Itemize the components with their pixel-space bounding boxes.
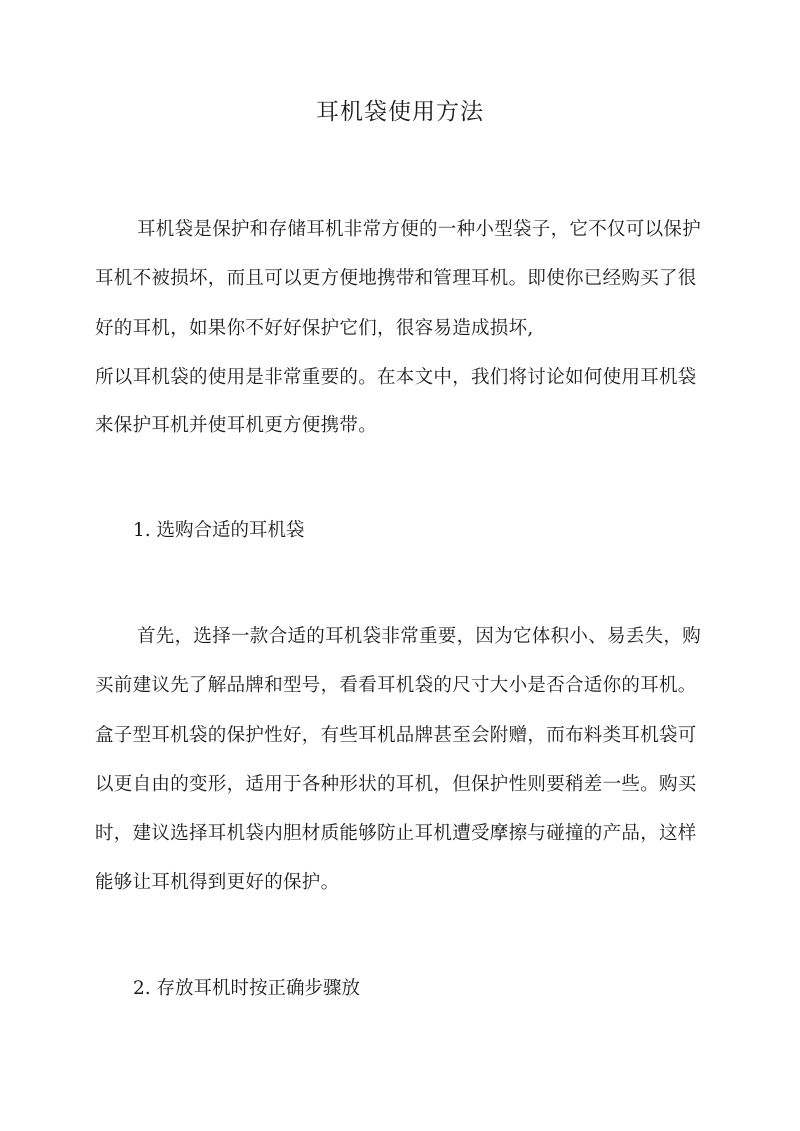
intro-line-5: 来保护耳机并使耳机更方便携带。 <box>95 415 378 436</box>
section-1-line-2: 买前建议先了解品牌和型号，看看耳机袋的尺寸大小是否合适你的耳机。 <box>95 675 697 696</box>
section-1-line-6: 能够让耳机得到更好的保护。 <box>95 872 340 893</box>
section-1-heading: 1. 选购合适的耳机袋 <box>133 520 305 541</box>
section-1-line-1: 首先，选择一款合适的耳机袋非常重要，因为它体积小、易丢失，购 <box>137 626 702 647</box>
intro-line-1: 耳机袋是保护和存储耳机非常方便的一种小型袋子，它不仅可以保护 <box>137 219 702 240</box>
section-1-line-3: 盒子型耳机袋的保护性好，有些耳机品牌甚至会附赠，而布料类耳机袋可 <box>95 725 697 746</box>
section-1-line-4: 以更自由的变形，适用于各种形状的耳机，但保护性则要稍差一些。购买 <box>95 774 697 795</box>
intro-line-4: 所以耳机袋的使用是非常重要的。在本文中，我们将讨论如何使用耳机袋 <box>95 367 697 388</box>
section-2-heading: 2. 存放耳机时按正确步骤放 <box>133 978 361 999</box>
intro-line-2: 耳机不被损坏，而且可以更方便地携带和管理耳机。即使你已经购买了很 <box>95 268 697 289</box>
intro-line-3: 好的耳机，如果你不好好保护它们，很容易造成损坏, <box>95 318 534 339</box>
document-title: 耳机袋使用方法 <box>316 99 484 125</box>
section-1-line-5: 时，建议选择耳机袋内胆材质能够防止耳机遭受摩擦与碰撞的产品，这样 <box>95 823 697 844</box>
